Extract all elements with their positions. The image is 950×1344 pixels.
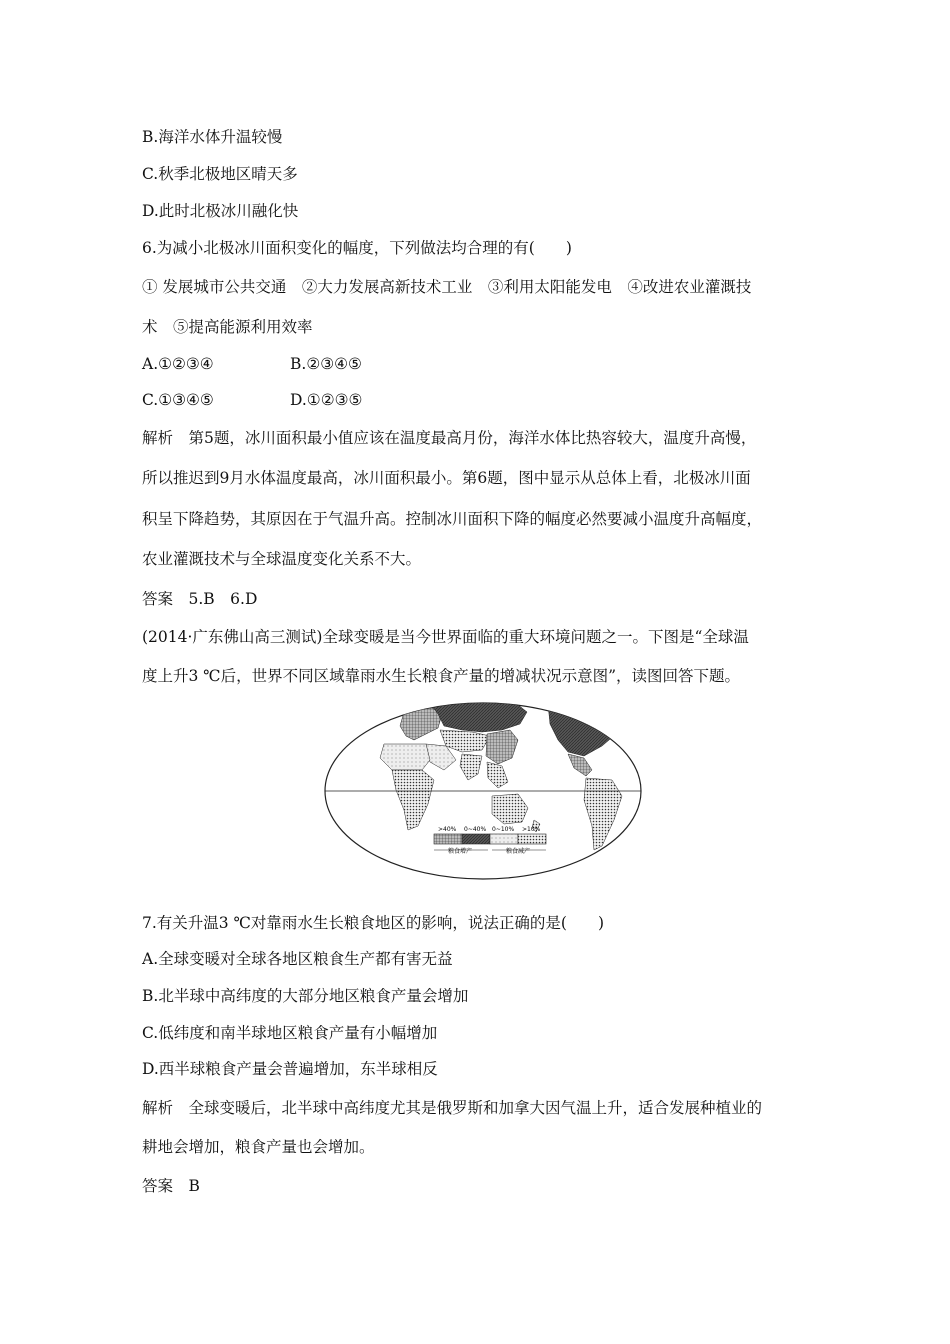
analysis-1-line4: 农业灌溉技术与全球温度变化关系不大。 xyxy=(142,550,422,568)
world-map-figure xyxy=(322,700,644,882)
answer-1: 答案 5.B 6.D xyxy=(142,590,258,608)
question-6-stem: 6.为减小北极冰川面积变化的幅度，下列做法均合理的有( ) xyxy=(142,239,572,257)
legend-swatch-4 xyxy=(518,834,546,844)
option-6c: C.①③④⑤ xyxy=(142,391,214,409)
legend-swatch-1 xyxy=(434,834,462,844)
option-7c: C.低纬度和南半球地区粮食产量有小幅增加 xyxy=(142,1024,438,1042)
question-6-items-line1: ① 发展城市公共交通 ②大力发展高新技术工业 ③利用太阳能发电 ④改进农业灌溉技 xyxy=(142,278,752,296)
answer-2: 答案 B xyxy=(142,1177,200,1195)
option-6a: A.①②③④ xyxy=(142,355,214,373)
analysis-1-line3: 积呈下降趋势，其原因在于气温升高。控制冰川面积下降的幅度必然要减小温度升高幅度， xyxy=(142,510,763,528)
greenland-region xyxy=(608,702,634,714)
analysis-1-line1: 解析 第5题，冰川面积最小值应该在温度最高月份，海洋水体比热容较大，温度升高慢， xyxy=(142,429,757,447)
option-7d: D.西半球粮食产量会普遍增加，东半球相反 xyxy=(142,1060,438,1078)
legend-label-3: 0~10% xyxy=(492,826,515,833)
option-5d: D.此时北极冰川融化快 xyxy=(142,202,299,220)
legend-label-4: >10% xyxy=(522,826,541,833)
intro-line1: (2014·广东佛山高三测试)全球变暖是当今世界面临的重大环境问题之一。下图是“全球温 xyxy=(142,628,749,646)
analysis-1-line2: 所以推迟到9月水体温度最高，冰川面积最小。第6题，图中显示从总体上看，北极冰川面 xyxy=(142,469,751,487)
option-5c: C.秋季北极地区晴天多 xyxy=(142,165,298,183)
legend-swatch-2 xyxy=(462,834,490,844)
analysis-2-line1: 解析 全球变暖后，北半球中高纬度尤其是俄罗斯和加拿大因气温上升，适合发展种植业的 xyxy=(142,1099,763,1117)
intro-line2: 度上升3 ℃后，世界不同区域靠雨水生长粮食产量的增减状况示意图”，读图回答下题。 xyxy=(142,667,741,685)
legend-label-2: 0~40% xyxy=(464,826,487,833)
option-7a: A.全球变暖对全球各地区粮食生产都有害无益 xyxy=(142,950,453,968)
decrease-label: 粮食减产 xyxy=(506,848,531,855)
option-6d: D.①②③⑤ xyxy=(290,391,363,409)
analysis-2-line2: 耕地会增加，粮食产量也会增加。 xyxy=(142,1138,375,1156)
legend-label-1: >40% xyxy=(438,826,457,833)
option-5b: B.海洋水体升温较慢 xyxy=(142,128,283,146)
option-6b: B.②③④⑤ xyxy=(290,355,362,373)
increase-label: 粮食增产 xyxy=(448,848,473,855)
option-7b: B.北半球中高纬度的大部分地区粮食产量会增加 xyxy=(142,987,469,1005)
legend-swatch-3 xyxy=(490,834,518,844)
question-7-stem: 7.有关升温3 ℃对靠雨水生长粮食地区的影响，说法正确的是( ) xyxy=(142,914,605,932)
world-map-svg xyxy=(322,700,644,882)
question-6-items-line2: 术 ⑤提高能源利用效率 xyxy=(142,318,313,336)
